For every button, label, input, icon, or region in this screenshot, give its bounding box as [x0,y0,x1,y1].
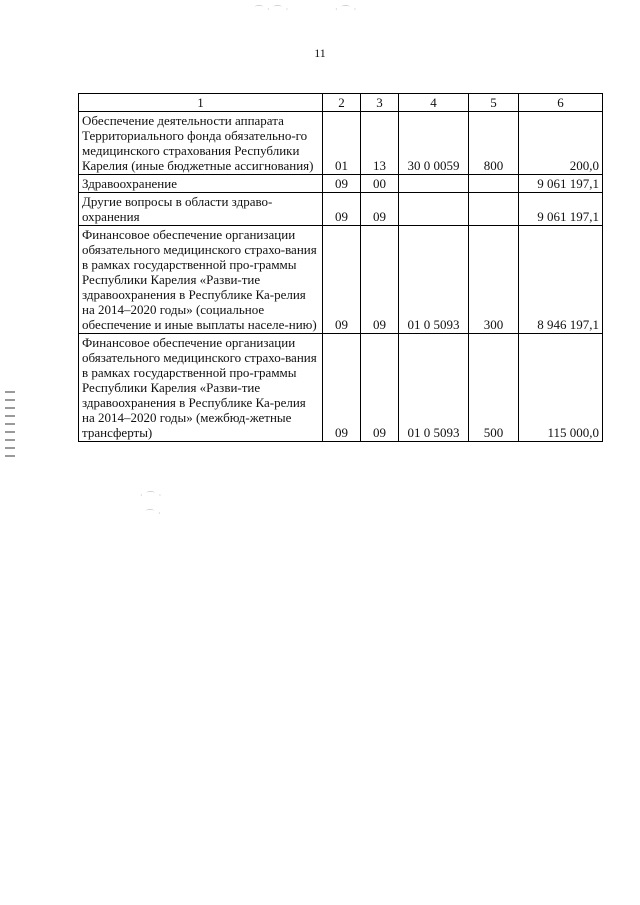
header-col-6: 6 [519,94,603,112]
header-col-3: 3 [361,94,399,112]
row-target-article: 01 0 5093 [399,334,469,442]
header-col-5: 5 [469,94,519,112]
row-name: Обеспечение деятельности аппарата Территориального фонда обязательно-го медицинского страхования Республики Карелия (иные бюджетные ассигнования) [79,112,323,175]
row-name: Финансовое обеспечение организации обязательного медицинского страхо-вания в рамках государственной про-граммы Республики Карелия «Разви-тие здравоохранения в Республике Ка-релия на 2014–2020 годы» (социальное обеспечение и иные выплаты населе-нию) [79,226,323,334]
row-subsection: 13 [361,112,399,175]
table-row [79,175,603,193]
row-target-article [399,175,469,193]
lower-scribble: · ⌒ · [140,491,163,500]
row-expense-type [469,193,519,226]
row-section: 01 [323,112,361,175]
row-expense-type: 500 [469,334,519,442]
row-subsection: 09 [361,193,399,226]
row-target-article [399,193,469,226]
row-section: 09 [323,175,361,193]
row-subsection: 09 [361,226,399,334]
row-name: Здравоохранение [79,175,323,193]
header-col-2: 2 [323,94,361,112]
row-amount: 115 000,0 [519,334,603,442]
lower-scribble-2: ⌒ · [146,509,162,518]
table-row [79,226,603,334]
table-row [79,193,603,226]
row-section: 09 [323,334,361,442]
header-col-4: 4 [399,94,469,112]
row-expense-type: 300 [469,226,519,334]
row-amount: 8 946 197,1 [519,226,603,334]
table-row [79,112,603,175]
row-expense-type: 800 [469,112,519,175]
header-col-1: 1 [79,94,323,112]
row-amount: 9 061 197,1 [519,175,603,193]
row-target-article: 30 0 0059 [399,112,469,175]
budget-table [78,93,603,442]
row-subsection: 00 [361,175,399,193]
row-subsection: 09 [361,334,399,442]
row-target-article: 01 0 5093 [399,226,469,334]
row-amount: 9 061 197,1 [519,193,603,226]
table-header-row [79,94,603,112]
table-row [79,334,603,442]
top-scribble-right: · ⌒ · [335,5,358,14]
row-section: 09 [323,226,361,334]
row-expense-type [469,175,519,193]
top-scribble-left: ⌒ · ⌒ · [255,5,290,14]
page-number: 11 [314,46,326,60]
row-name: Финансовое обеспечение организации обязательного медицинского страхо-вания в рамках государственной про-граммы Республики Карелия «Разви-тие здравоохранения в Республике Ка-релия на 2014–2020 годы» (межбюд-жетные трансферты) [79,334,323,442]
row-name: Другие вопросы в области здраво-охранения [79,193,323,226]
margin-scan-marks [3,388,17,508]
row-amount: 200,0 [519,112,603,175]
row-section: 09 [323,193,361,226]
